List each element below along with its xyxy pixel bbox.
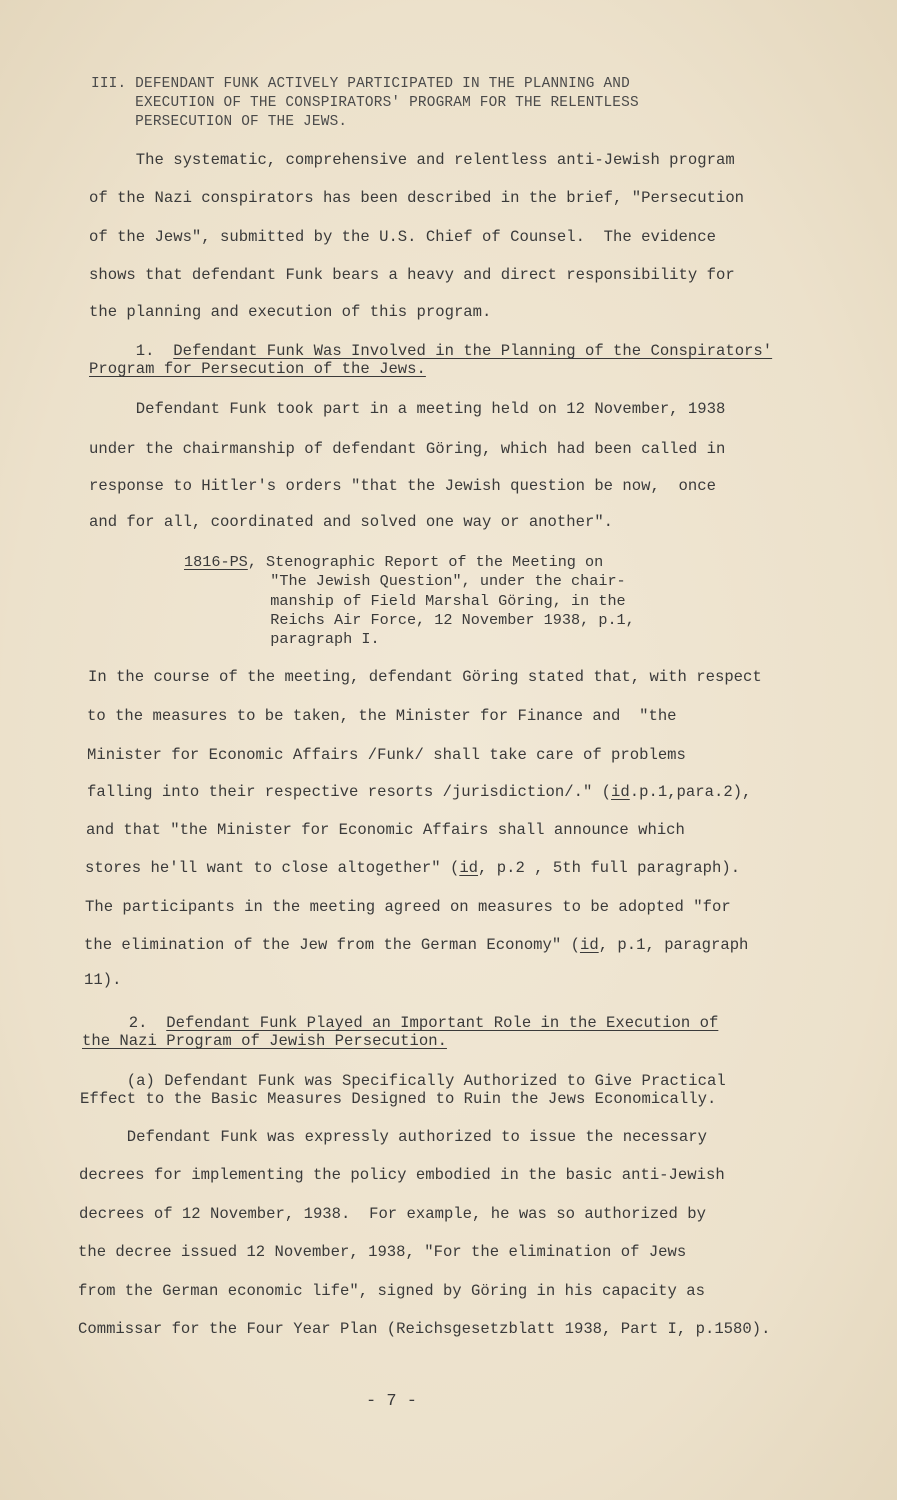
subheading-2a-line-1: (a) Defendant Funk was Specifically Authorized to Give Practical (80, 1072, 726, 1090)
paragraph-3-line-4-tail: .p.1,para.2), (629, 783, 752, 801)
paragraph-1-line-1: The systematic, comprehensive and relentless anti-Jewish program (89, 151, 735, 169)
paragraph-3-line-4 (87, 783, 751, 801)
paragraph-2-line-4: and for all, coordinated and solved one way or another". (89, 513, 614, 531)
subheading-1-number: 1. (89, 342, 155, 360)
paragraph-1-line-4: shows that defendant Funk bears a heavy and direct responsibility for (89, 266, 735, 284)
id-reference-2: id (459, 859, 479, 877)
paragraph-2-line-1: Defendant Funk took part in a meeting held on 12 November, 1938 (89, 400, 726, 418)
paragraph-3-line-5: and that "the Minister for Economic Affairs shall announce which (86, 821, 685, 839)
paragraph-4-line-2: decrees for implementing the policy embodied in the basic anti-Jewish (79, 1166, 725, 1184)
paragraph-2-line-2: under the chairmanship of defendant Göring, which had been called in (89, 440, 726, 458)
citation-text-1: , Stenographic Report of the Meeting on (247, 553, 604, 571)
citation-line-4: Reichs Air Force, 12 November 1938, p.1, (252, 611, 635, 629)
paragraph-1-line-2: of the Nazi conspirators has been described in the brief, "Persecution (89, 189, 745, 207)
paragraph-3-line-2: to the measures to be taken, the Minister for Finance and "the (87, 707, 677, 725)
page-number: - 7 - (366, 1392, 418, 1411)
paragraph-3-line-8-tail: , p.1, paragraph (598, 936, 749, 954)
paragraph-3-line-1: In the course of the meeting, defendant Göring stated that, with respect (88, 668, 762, 686)
subheading-2 (82, 1014, 718, 1032)
subheading-2-title-line-2: the Nazi Program of Jewish Persecution. (82, 1032, 447, 1050)
section-heading-line-3: PERSECUTION OF THE JEWS. (91, 114, 348, 130)
citation-document-ref: 1816-PS (184, 553, 248, 571)
paragraph-3-line-8 (84, 936, 748, 954)
paragraph-3-line-4-text: falling into their respective resorts /jurisdiction/." ( (87, 783, 612, 801)
citation-line-3: manship of Field Marshal Göring, in the (252, 592, 626, 610)
paragraph-3-line-6-text: stores he'll want to close altogether" ( (85, 859, 460, 877)
paragraph-3-line-9: 11). (84, 971, 122, 989)
section-heading-line-1: III. DEFENDANT FUNK ACTIVELY PARTICIPATED IN THE PLANNING AND (91, 76, 630, 92)
paragraph-3-line-6 (85, 859, 740, 877)
paragraph-2-line-3: response to Hitler's orders "that the Jewish question be now, once (89, 477, 716, 495)
subheading-1 (89, 342, 772, 360)
paragraph-4-line-5: from the German economic life", signed by Göring in his capacity as (78, 1282, 705, 1300)
citation-line-1 (184, 553, 603, 571)
paragraph-1-line-3: of the Jews", submitted by the U.S. Chief of Counsel. The evidence (89, 228, 716, 246)
paragraph-4-line-4: the decree issued 12 November, 1938, "For the elimination of Jews (78, 1243, 687, 1261)
paragraph-4-line-6: Commissar for the Four Year Plan (Reichsgesetzblatt 1938, Part I, p.1580). (78, 1320, 771, 1338)
paragraph-3-line-3: Minister for Economic Affairs /Funk/ shall take care of problems (87, 746, 686, 764)
id-reference-3: id (579, 936, 599, 954)
citation-line-5: paragraph I. (252, 630, 380, 648)
paragraph-3-line-8-text: the elimination of the Jew from the German Economy" ( (84, 936, 580, 954)
paragraph-1-line-5: the planning and execution of this program. (89, 303, 492, 321)
subheading-1-title-line-2: Program for Persecution of the Jews. (89, 360, 426, 378)
paragraph-4-line-1: Defendant Funk was expressly authorized to issue the necessary (80, 1128, 707, 1146)
subheading-2-number: 2. (82, 1014, 148, 1032)
id-reference-1: id (611, 783, 630, 801)
paragraph-3-line-6-tail: , p.2 , 5th full paragraph). (478, 859, 741, 877)
citation-line-2: "The Jewish Question", under the chair- (252, 572, 626, 590)
paragraph-3-line-7: The participants in the meeting agreed on measures to be adopted "for (85, 898, 731, 916)
section-heading-line-2: EXECUTION OF THE CONSPIRATORS' PROGRAM FOR THE RELENTLESS (91, 95, 639, 111)
paragraph-4-line-3: decrees of 12 November, 1938. For example, he was so authorized by (79, 1205, 706, 1223)
subheading-1-title-line-1: Defendant Funk Was Involved in the Planning of the Conspirators' (173, 342, 773, 360)
subheading-2a-line-2: Effect to the Basic Measures Designed to Ruin the Jews Economically. (80, 1090, 717, 1108)
subheading-2-title-line-1: Defendant Funk Played an Important Role in the Execution of (166, 1014, 719, 1032)
